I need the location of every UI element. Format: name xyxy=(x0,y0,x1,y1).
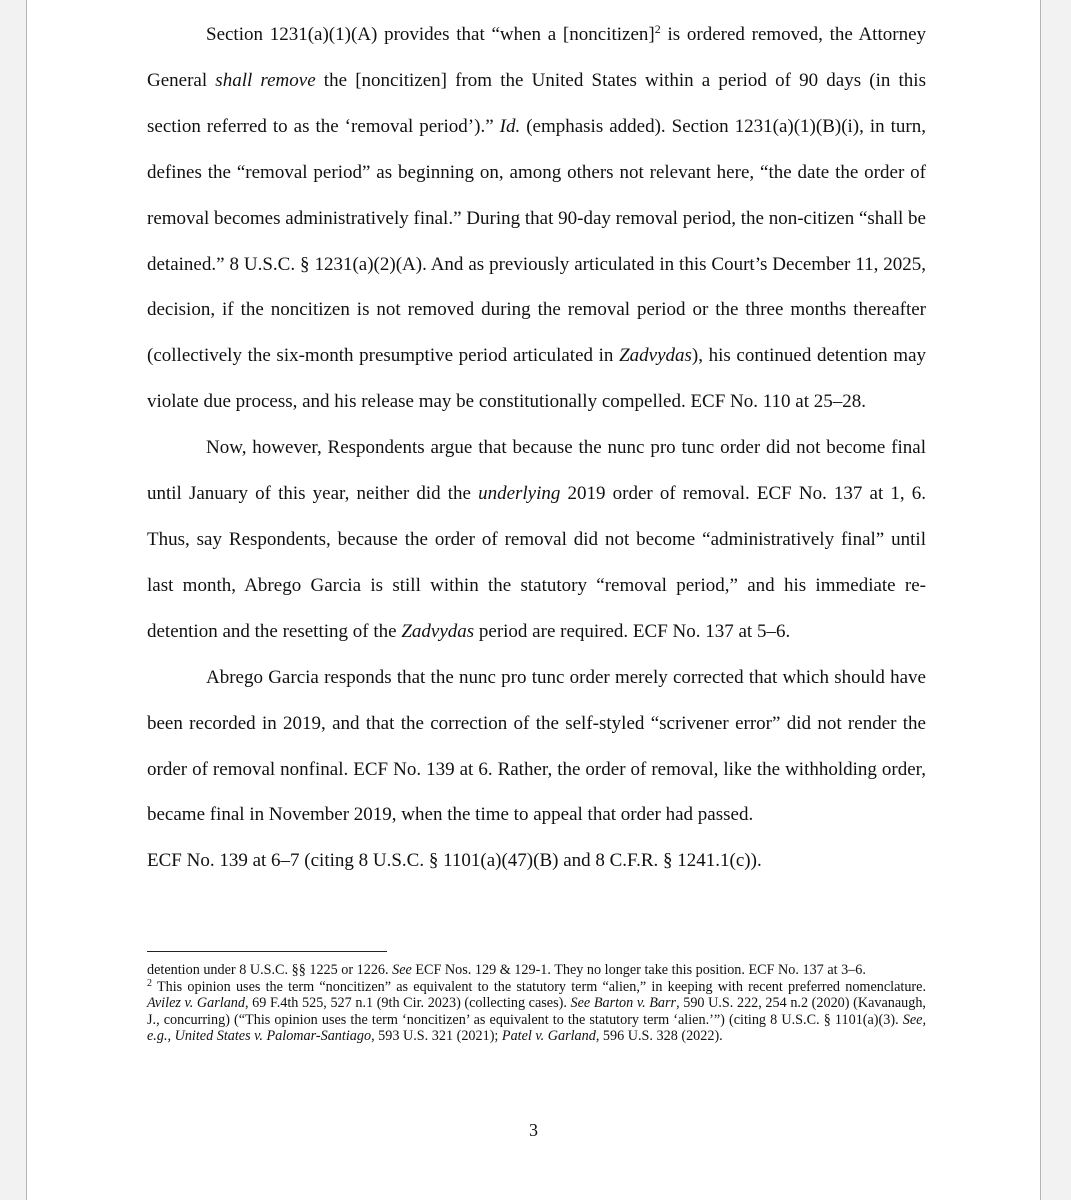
body-paragraph xyxy=(147,655,926,839)
body-paragraph xyxy=(147,12,926,425)
body-paragraph xyxy=(147,425,926,655)
footnote-separator xyxy=(147,951,387,952)
italic-text: Patel v. Garland xyxy=(501,1028,596,1045)
italic-text: Zadvydas xyxy=(401,620,475,642)
text-run: Abrego Garcia responds that the nunc pro tunc order merely corrected that which should have been recorded in 2019, and that the correction of the self-styled “scrivener error” did not render the order of removal nonfinal. ECF No. 139 at 6. Rather, the order of removal, like the withholding order, became final in November 2019, when the time to appeal that order had passed. xyxy=(147,666,926,826)
text-run: the [noncitizen] from the United States within a period of 90 days (in this section referred to as the ‘removal period’).” xyxy=(147,69,926,137)
italic-text: Avilez v. Garland xyxy=(147,995,245,1012)
footnote-number: 2 xyxy=(147,977,152,989)
text-run: period are required. ECF No. 137 at 5–6. xyxy=(474,620,791,642)
body-paragraph xyxy=(147,838,926,884)
text-run: ), his continued detention may violate due process, and his release may be constitutionally compelled. ECF No. 110 at 25–28. xyxy=(147,345,927,413)
italic-text: See, e.g., United States v. Palomar-Santiago xyxy=(147,1011,926,1045)
italic-text: underlying xyxy=(478,483,561,505)
text-run: ECF Nos. 129 & 129-1. They no longer take this position. ECF No. 137 at 3–6. xyxy=(411,962,866,978)
italic-text: Zadvydas xyxy=(619,345,692,367)
italic-text: shall remove xyxy=(215,69,316,91)
footnotes xyxy=(147,962,926,1045)
text-run: , 69 F.4th 525, 527 n.1 (9th Cir. 2023) (collecting cases). xyxy=(245,995,571,1012)
text-run: is ordered removed, the Attorney General xyxy=(147,24,927,91)
text-run: , 590 U.S. 222, 254 n.2 (2020) (Kavanaugh, J., concurring) (“This opinion uses the term ‘noncitizen’ as equivalent to the statutory term ‘alien.’”) (citing 8 U.S.C. § 1101(a)(3). xyxy=(147,995,926,1028)
body-text xyxy=(147,12,926,884)
text-run: , 596 U.S. 328 (2022). xyxy=(595,1028,723,1045)
footnote xyxy=(147,962,926,979)
text-run: 2019 order of removal. ECF No. 137 at 1, 6. Thus, say Respondents, because the order of removal did not become “administratively final” until last month, Abrego Garcia is still within the statutory “removal period,” and his immediate re-detention and the resetting of the xyxy=(147,483,926,642)
page-number: 3 xyxy=(529,1120,538,1140)
text-run: ECF No. 139 at 6–7 (citing 8 U.S.C. § 1101(a)(47)(B) and 8 C.F.R. § 1241.1(c)). xyxy=(147,850,762,872)
text-run: Section 1231(a)(1)(A) provides that “when a [noncitizen] xyxy=(206,24,655,45)
text-run: (emphasis added). Section 1231(a)(1)(B)(i), in turn, defines the “removal period” as beginning on, among others not relevant here, “the date the order of removal becomes administratively final.” During that 90-day removal period, the non-citizen “shall be detained.” 8 U.S.C. § 1231(a)(2)(A). And as previously articulated in this Court’s December 11, 2025, decision, if the noncitizen is not removed during the removal period or the three months thereafter (collectively the six-month presumptive period articulated in xyxy=(147,115,926,367)
italic-text: See xyxy=(392,962,412,978)
document-page xyxy=(26,0,1041,1200)
italic-text: See Barton v. Barr xyxy=(570,995,677,1012)
text-run: This opinion uses the term “noncitizen” as equivalent to the statutory term “alien,” in keeping with recent preferred nomenclature. xyxy=(152,978,926,995)
text-run: Now, however, Respondents argue that because the nunc pro tunc order did not become final until January of this year, neither did the xyxy=(147,437,926,505)
footnote-reference: 2 xyxy=(654,22,661,36)
italic-text: Id. xyxy=(499,115,521,137)
text-run: , 593 U.S. 321 (2021); xyxy=(371,1028,502,1045)
footnote xyxy=(147,979,926,1045)
text-run: detention under 8 U.S.C. §§ 1225 or 1226. xyxy=(147,962,393,978)
